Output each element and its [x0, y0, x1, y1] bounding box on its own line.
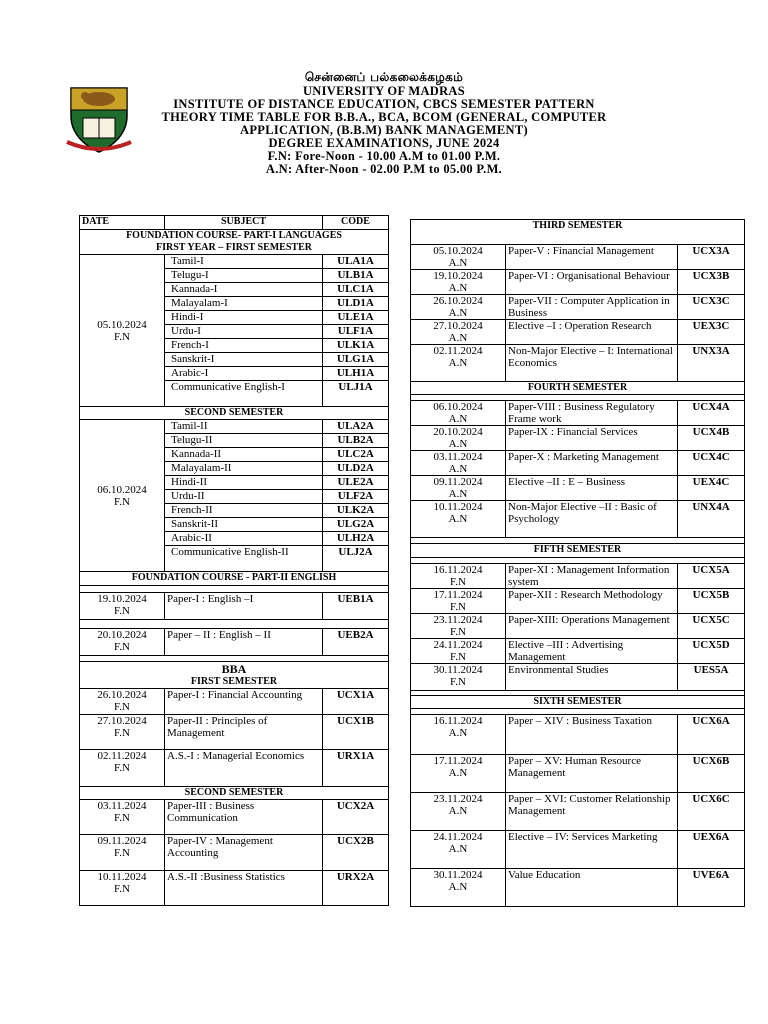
exam-session: A.N — [448, 257, 468, 269]
code-cell: UCX4B — [678, 426, 745, 451]
exam-date-cell — [411, 614, 506, 639]
subject-cell: Urdu-I — [165, 325, 323, 339]
section-row — [80, 407, 389, 420]
subject-cell: Elective –II : E – Business — [506, 476, 678, 501]
exam-session: F.N — [114, 330, 130, 343]
table-row — [411, 564, 745, 589]
subject-cell: Paper-I : English –I — [165, 593, 323, 620]
section-row — [80, 662, 389, 689]
subject-cell: Sanskrit-I — [165, 353, 323, 367]
subject-cell: Paper-V : Financial Management — [506, 245, 678, 270]
exam-session: A.N — [448, 332, 468, 344]
spacer-row — [80, 620, 389, 629]
exam-session: F.N — [114, 701, 130, 713]
code-cell: UCX6C — [678, 793, 745, 831]
exam-date: 19.10.2024 — [97, 593, 147, 605]
code-cell: ULA1A — [323, 255, 389, 269]
code-cell: ULD2A — [323, 462, 389, 476]
exam-session: A.N — [448, 727, 468, 739]
exam-date-cell — [80, 420, 165, 572]
code-cell: ULE1A — [323, 311, 389, 325]
spacer-cell — [80, 620, 389, 629]
right-timetable — [410, 219, 745, 907]
section-heading: FOURTH SEMESTER — [411, 382, 745, 395]
exam-session: A.N — [448, 438, 468, 450]
exam-session: F.N — [450, 601, 466, 613]
subject-cell: Paper-XI : Management Information system — [506, 564, 678, 589]
code-cell: UCX4C — [678, 451, 745, 476]
table-row — [411, 345, 745, 382]
subject-cell: Non-Major Elective – I: International Economics — [506, 345, 678, 382]
code-cell: ULC1A — [323, 283, 389, 297]
table-row — [411, 869, 745, 907]
exam-session: F.N — [450, 576, 466, 588]
table-row — [80, 255, 389, 269]
exam-date: 05.10.2024 — [97, 318, 147, 331]
spacer-row — [80, 586, 389, 593]
exam-session: F.N — [114, 812, 130, 824]
subject-cell: Non-Major Elective –II : Basic of Psychology — [506, 501, 678, 538]
timetable-title-cont: APPLICATION, (B.B.M) BANK MANAGEMENT) — [240, 123, 528, 137]
code-cell: UEB1A — [323, 593, 389, 620]
exam-date-cell — [80, 835, 165, 871]
foundation-heading: FOUNDATION COURSE- PART-I LANGUAGES — [126, 230, 342, 241]
exam-date: 26.10.2024 — [97, 689, 147, 701]
exam-date: 23.11.2024 — [433, 614, 483, 626]
exam-date: 30.11.2024 — [433, 664, 483, 676]
code-cell: ULF1A — [323, 325, 389, 339]
exam-date: 26.10.2024 — [433, 295, 483, 307]
exam-session: A.N — [448, 488, 468, 500]
subject-cell: Telugu-I — [165, 269, 323, 283]
code-cell: UCX4A — [678, 401, 745, 426]
exam-session: A.N — [448, 463, 468, 475]
subject-cell: Arabic-II — [165, 532, 323, 546]
exam-date: 03.11.2024 — [97, 800, 147, 812]
section-heading: SECOND SEMESTER — [80, 787, 389, 800]
section-row — [411, 220, 745, 245]
table-row — [411, 451, 745, 476]
code-cell: UCX3B — [678, 270, 745, 295]
exam-date: 09.11.2024 — [433, 476, 483, 488]
exam-date: 16.11.2024 — [433, 564, 483, 576]
exam-date-cell — [411, 270, 506, 295]
section-row — [411, 696, 745, 709]
exam-date-cell — [411, 476, 506, 501]
exam-date: 02.11.2024 — [433, 345, 483, 357]
left-timetable — [79, 215, 389, 906]
exam-date: 24.11.2024 — [433, 639, 483, 651]
subject-cell: A.S.-I : Managerial Economics — [165, 750, 323, 787]
exam-session: F.N — [114, 641, 130, 653]
exam-session: A.N — [448, 843, 468, 855]
table-header-row — [80, 216, 389, 230]
subject-cell: Paper – XV: Human Resource Management — [506, 755, 678, 793]
table-row — [411, 793, 745, 831]
table-row — [80, 689, 389, 715]
exam-date-cell — [80, 593, 165, 620]
exam-date-cell — [80, 871, 165, 906]
code-cell: ULE2A — [323, 476, 389, 490]
col-subject-header: SUBJECT — [165, 216, 323, 230]
exam-date: 23.11.2024 — [433, 793, 483, 805]
table-row — [411, 589, 745, 614]
exam-session: A.N — [448, 767, 468, 779]
table-row — [411, 476, 745, 501]
exam-session: A.N — [448, 513, 468, 525]
code-cell: ULC2A — [323, 448, 389, 462]
code-cell: UVE6A — [678, 869, 745, 907]
code-cell: URX1A — [323, 750, 389, 787]
code-cell: UNX4A — [678, 501, 745, 538]
subject-cell: French-II — [165, 504, 323, 518]
subject-cell: Paper-XIII: Operations Management — [506, 614, 678, 639]
col-code-header: CODE — [323, 216, 389, 230]
subject-cell: Paper-IX : Financial Services — [506, 426, 678, 451]
subject-cell: Elective – IV: Services Marketing — [506, 831, 678, 869]
exam-date-cell — [411, 639, 506, 664]
exam-session: F.N — [114, 883, 130, 895]
subject-cell: A.S.-II :Business Statistics — [165, 871, 323, 906]
code-cell: UCX1A — [323, 689, 389, 715]
exam-date-cell — [411, 501, 506, 538]
code-cell: ULD1A — [323, 297, 389, 311]
section-heading: FOUNDATION COURSE - PART-II ENGLISH — [80, 572, 389, 586]
bba-heading: BBA — [221, 662, 247, 676]
document-header — [0, 70, 768, 176]
exam-date-cell — [411, 245, 506, 270]
exam-date: 27.10.2024 — [97, 715, 147, 727]
table-row — [80, 629, 389, 656]
code-cell: UES5A — [678, 664, 745, 691]
tamil-title: சென்னைப் பல்கலைக்கழகம் — [304, 70, 464, 84]
table-row — [80, 420, 389, 434]
code-cell: ULK1A — [323, 339, 389, 353]
table-row — [411, 755, 745, 793]
exam-session: F.N — [114, 762, 130, 774]
exam-date: 20.10.2024 — [433, 426, 483, 438]
code-cell: ULA2A — [323, 420, 389, 434]
exam-date: 27.10.2024 — [433, 320, 483, 332]
exam-date-cell — [80, 750, 165, 787]
code-cell: UCX5C — [678, 614, 745, 639]
exam-date-cell — [411, 401, 506, 426]
table-row — [80, 871, 389, 906]
section-row — [80, 572, 389, 586]
exam-date: 10.11.2024 — [433, 501, 483, 513]
university-name: UNIVERSITY OF MADRAS — [302, 84, 466, 98]
exam-session: F.N — [450, 651, 466, 663]
subject-cell: Paper-II : Principles of Management — [165, 715, 323, 750]
subject-cell: Environmental Studies — [506, 664, 678, 691]
table-row — [411, 426, 745, 451]
exam-date-cell — [411, 664, 506, 691]
an-timing: A.N: After-Noon - 02.00 P.M to 05.00 P.M. — [265, 162, 503, 176]
table-row — [411, 664, 745, 691]
subject-cell: Value Education — [506, 869, 678, 907]
subject-cell: Malayalam-II — [165, 462, 323, 476]
subject-cell: Elective –III : Advertising Management — [506, 639, 678, 664]
exam-session: A.N — [448, 805, 468, 817]
subject-cell: Arabic-I — [165, 367, 323, 381]
code-cell: ULK2A — [323, 504, 389, 518]
exam-date: 24.11.2024 — [433, 831, 483, 843]
section-row — [411, 382, 745, 395]
subject-cell: Paper – XIV : Business Taxation — [506, 715, 678, 755]
subject-cell: Tamil-II — [165, 420, 323, 434]
code-cell: ULH2A — [323, 532, 389, 546]
exam-date: 19.10.2024 — [433, 270, 483, 282]
table-row — [80, 593, 389, 620]
col-date-header: DATE — [80, 216, 165, 230]
section-heading: SECOND SEMESTER — [80, 407, 389, 420]
exam-session: F.N — [450, 626, 466, 638]
exam-session: A.N — [448, 413, 468, 425]
table-row — [80, 750, 389, 787]
exam-session: F.N — [114, 605, 130, 617]
subject-cell: Sanskrit-II — [165, 518, 323, 532]
exam-date-cell — [411, 451, 506, 476]
subject-cell: Communicative English-I — [165, 381, 323, 407]
subject-cell: Hindi-I — [165, 311, 323, 325]
code-cell: UEB2A — [323, 629, 389, 656]
code-cell: URX2A — [323, 871, 389, 906]
code-cell: ULJ2A — [323, 546, 389, 572]
exam-date: 17.11.2024 — [433, 755, 483, 767]
exam-date-cell — [411, 589, 506, 614]
table-row — [411, 831, 745, 869]
table-row — [80, 835, 389, 871]
exam-date-cell — [80, 715, 165, 750]
subject-cell: Telugu-II — [165, 434, 323, 448]
exam-date-cell — [80, 689, 165, 715]
exam-date-cell — [411, 320, 506, 345]
subject-cell: Elective –I : Operation Research — [506, 320, 678, 345]
code-cell: ULF2A — [323, 490, 389, 504]
table-row — [411, 639, 745, 664]
exam-session: A.N — [448, 307, 468, 319]
first-semester-heading: FIRST YEAR – FIRST SEMESTER — [156, 242, 312, 253]
subject-cell: Paper-X : Marketing Management — [506, 451, 678, 476]
subject-cell: Tamil-I — [165, 255, 323, 269]
exam-date-cell — [80, 255, 165, 407]
code-cell: UCX3C — [678, 295, 745, 320]
exam-date-cell — [411, 831, 506, 869]
subject-cell: Malayalam-I — [165, 297, 323, 311]
table-row — [411, 295, 745, 320]
subject-cell: Paper-I : Financial Accounting — [165, 689, 323, 715]
exam-date-cell — [411, 793, 506, 831]
code-cell: UCX5B — [678, 589, 745, 614]
section-heading: FIFTH SEMESTER — [411, 544, 745, 558]
exam-session: F.N — [114, 727, 130, 739]
code-cell: UCX5A — [678, 564, 745, 589]
code-cell: UEX6A — [678, 831, 745, 869]
section-heading: SIXTH SEMESTER — [411, 696, 745, 709]
subject-cell: Kannada-I — [165, 283, 323, 297]
table-row — [411, 715, 745, 755]
subject-cell: Communicative English-II — [165, 546, 323, 572]
table-row — [80, 715, 389, 750]
code-cell: UEX3C — [678, 320, 745, 345]
subject-cell: Paper – II : English – II — [165, 629, 323, 656]
exam-date-cell — [411, 345, 506, 382]
exam-title: DEGREE EXAMINATIONS, JUNE 2024 — [268, 136, 500, 150]
exam-date-cell — [411, 715, 506, 755]
subject-cell: Paper-IV : Management Accounting — [165, 835, 323, 871]
exam-date: 09.11.2024 — [97, 835, 147, 847]
code-cell: ULH1A — [323, 367, 389, 381]
subject-cell: Paper – XVI: Customer Relationship Management — [506, 793, 678, 831]
exam-date: 03.11.2024 — [433, 451, 483, 463]
exam-date-cell — [411, 564, 506, 589]
spacer-cell — [80, 586, 389, 593]
table-row — [411, 320, 745, 345]
table-row — [411, 614, 745, 639]
code-cell: UCX6A — [678, 715, 745, 755]
code-cell: UEX4C — [678, 476, 745, 501]
exam-session: F.N — [450, 676, 466, 688]
code-cell: UCX6B — [678, 755, 745, 793]
table-row — [411, 501, 745, 538]
section-row — [80, 230, 389, 255]
code-cell: UCX2B — [323, 835, 389, 871]
subject-cell: Paper-VIII : Business Regulatory Frame work — [506, 401, 678, 426]
exam-date-cell — [80, 800, 165, 835]
exam-date-cell — [411, 869, 506, 907]
exam-date: 06.10.2024 — [433, 401, 483, 413]
institute-name: INSTITUTE OF DISTANCE EDUCATION, CBCS SEMESTER PATTERN — [173, 97, 595, 111]
exam-date: 05.10.2024 — [433, 245, 483, 257]
exam-date-cell — [80, 629, 165, 656]
code-cell: ULJ1A — [323, 381, 389, 407]
exam-date: 20.10.2024 — [97, 629, 147, 641]
exam-date: 17.11.2024 — [433, 589, 483, 601]
subject-cell: Paper-VII : Computer Application in Business — [506, 295, 678, 320]
exam-session: F.N — [114, 495, 130, 508]
code-cell: ULG2A — [323, 518, 389, 532]
subject-cell: Kannada-II — [165, 448, 323, 462]
exam-date-cell — [411, 426, 506, 451]
subject-cell: Paper-XII : Research Methodology — [506, 589, 678, 614]
subject-cell: Paper-VI : Organisational Behaviour — [506, 270, 678, 295]
fn-timing: F.N: Fore-Noon - 10.00 A.M to 01.00 P.M. — [267, 149, 501, 163]
subject-cell: Hindi-II — [165, 476, 323, 490]
exam-session: A.N — [448, 282, 468, 294]
table-row — [411, 401, 745, 426]
section-heading — [80, 662, 389, 689]
exam-session: A.N — [448, 881, 468, 893]
section-heading — [80, 230, 389, 255]
exam-date: 30.11.2024 — [433, 869, 483, 881]
code-cell: UNX3A — [678, 345, 745, 382]
section-row — [411, 544, 745, 558]
section-row — [80, 787, 389, 800]
subject-cell: Paper-III : Business Communication — [165, 800, 323, 835]
exam-date: 02.11.2024 — [97, 750, 147, 762]
timetable-title: THEORY TIME TABLE FOR B.B.A., BCA, BCOM (GENERAL, COMPUTER — [161, 110, 607, 124]
table-row — [411, 245, 745, 270]
bba-first-semester-heading: FIRST SEMESTER — [190, 676, 278, 687]
exam-session: F.N — [114, 847, 130, 859]
exam-date-cell — [411, 755, 506, 793]
table-row — [80, 800, 389, 835]
exam-session: A.N — [448, 357, 468, 369]
subject-cell: Urdu-II — [165, 490, 323, 504]
section-heading: THIRD SEMESTER — [411, 220, 745, 245]
code-cell: UCX1B — [323, 715, 389, 750]
code-cell: ULB2A — [323, 434, 389, 448]
code-cell: ULG1A — [323, 353, 389, 367]
exam-date: 16.11.2024 — [433, 715, 483, 727]
exam-date: 10.11.2024 — [97, 871, 147, 883]
exam-date-cell — [411, 295, 506, 320]
code-cell: ULB1A — [323, 269, 389, 283]
code-cell: UCX2A — [323, 800, 389, 835]
code-cell: UCX5D — [678, 639, 745, 664]
code-cell: UCX3A — [678, 245, 745, 270]
exam-date: 06.10.2024 — [97, 483, 147, 496]
table-row — [411, 270, 745, 295]
subject-cell: French-I — [165, 339, 323, 353]
